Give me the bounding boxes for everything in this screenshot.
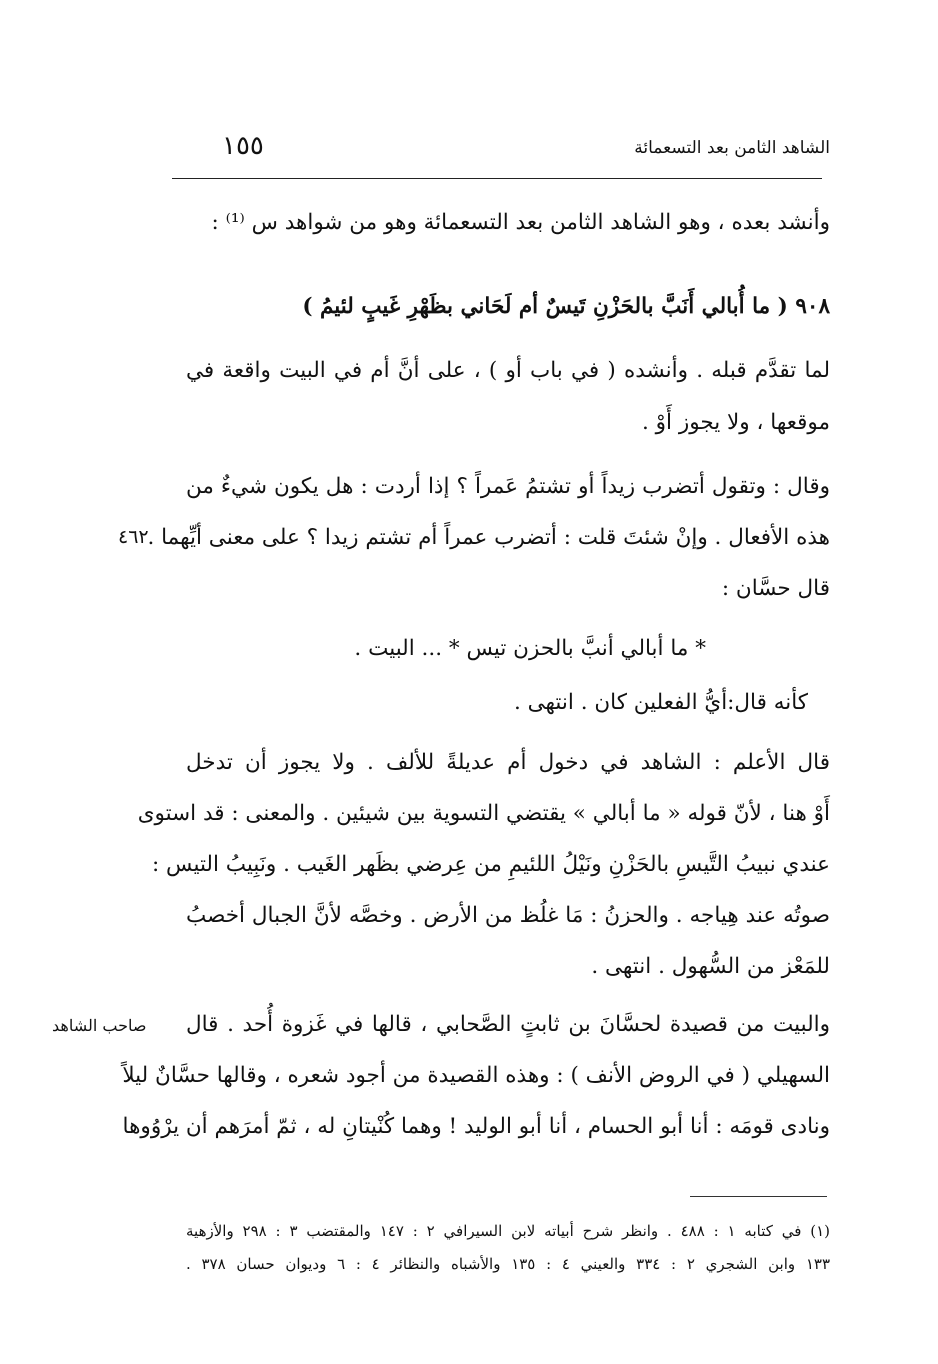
text-line: موقعها ، ولا يجوز أَوْ .	[641, 410, 830, 435]
margin-note: صاحب الشاهد	[52, 1016, 147, 1035]
footnote-line: ١٣٣ وابن الشجري ٢ : ٣٣٤ والعيني ٤ : ١٣٥ والأشباه والنظائر ٤ : ٦ وديوان حسان ٣٧٨ .	[186, 1255, 831, 1273]
text-line: عندي نبيبُ التَّيسِ بالحَزْنِ ونَيْلُ اللئيمِ من عِرضي بظَهر الغَيب . ونَبِيبُ التيس :	[151, 852, 830, 877]
verse-line: ٩٠٨ ( ما أُبالي أَنَبَّ بالحَزْنِ تَيسٌ أم لَحَاني بظَهْرِ غَيبٍ لئيمُ )	[302, 294, 830, 319]
verse-quote-line: * ما أبالي أنبَّ بالحزن تيس * ... البيت .	[354, 636, 706, 661]
margin-page-reference: ٤٦٢	[118, 526, 149, 548]
text-line: قال حسَّان :	[721, 576, 830, 601]
text-line: أَوْ هنا ، لأنّ قوله « ما أبالي » يقتضي التسوية بين شيئين . والمعنى : قد استوى	[137, 801, 830, 826]
text-line: والبيت من قصيدة لحسَّانَ بن ثابتٍ الصَّحابي ، قالها في غَزوة أُحد . قال	[186, 1012, 830, 1037]
text-line: وأنشد بعده ، وهو الشاهد الثامن بعد التسعمائة وهو من شواهد س ⁽¹⁾ :	[211, 210, 830, 235]
text-line: كأنه قال:أيُّ الفعلين كان . انتهى .	[513, 690, 808, 715]
text-line: السهيلي ( في الروض الأنف ) : وهذه القصيدة من أجود شعره ، وقالها حسَّانٌ ليلاً	[122, 1063, 830, 1088]
page-number: ١٥٥	[222, 131, 264, 161]
text-line: وقال : وتقول أتضرب زيداً أو تشتمُ عَمراً ؟ إذا أردت : هل يكون شيءٌ من	[186, 474, 830, 499]
text-line: لما تقدَّم قبله . وأنشده ( في باب أو ) ، على أنَّ أم في البيت واقعة في	[186, 358, 830, 383]
header-rule	[172, 178, 822, 179]
footnote-rule	[690, 1196, 827, 1197]
text-line: هذه الأفعال . وإنْ شئتَ قلت : أتضرب عمراً أم تشتم زيدا ؟ على معنى أيِّهما .	[147, 525, 830, 550]
running-header-title: الشاهد الثامن بعد التسعمائة	[634, 138, 830, 158]
text-line: للمَعْز من السُّهول . انتهى .	[591, 954, 830, 979]
text-line: صوتُه عند هِياجه . والحزنُ : مَا غلُظ من الأرض . وخصَّه لأنَّ الجبال أخصبُ	[186, 903, 830, 928]
text-line: ونادى قومَه : أنا أبو الحسام ، أنا أبو الوليد ! وهما كُنْيتانِ له ، ثمّ أمرَهم أن يرْوُوها	[122, 1114, 830, 1139]
text-line: قال الأعلم : الشاهد في دخول أم عديلةً للألف . ولا يجوز أن تدخل	[186, 750, 830, 775]
footnote-line: (١) في كتابه ١ : ٤٨٨ . وانظر شرح أبياته لابن السيرافي ٢ : ١٤٧ والمقتضب ٣ : ٢٩٨ والأزهية	[186, 1222, 831, 1240]
